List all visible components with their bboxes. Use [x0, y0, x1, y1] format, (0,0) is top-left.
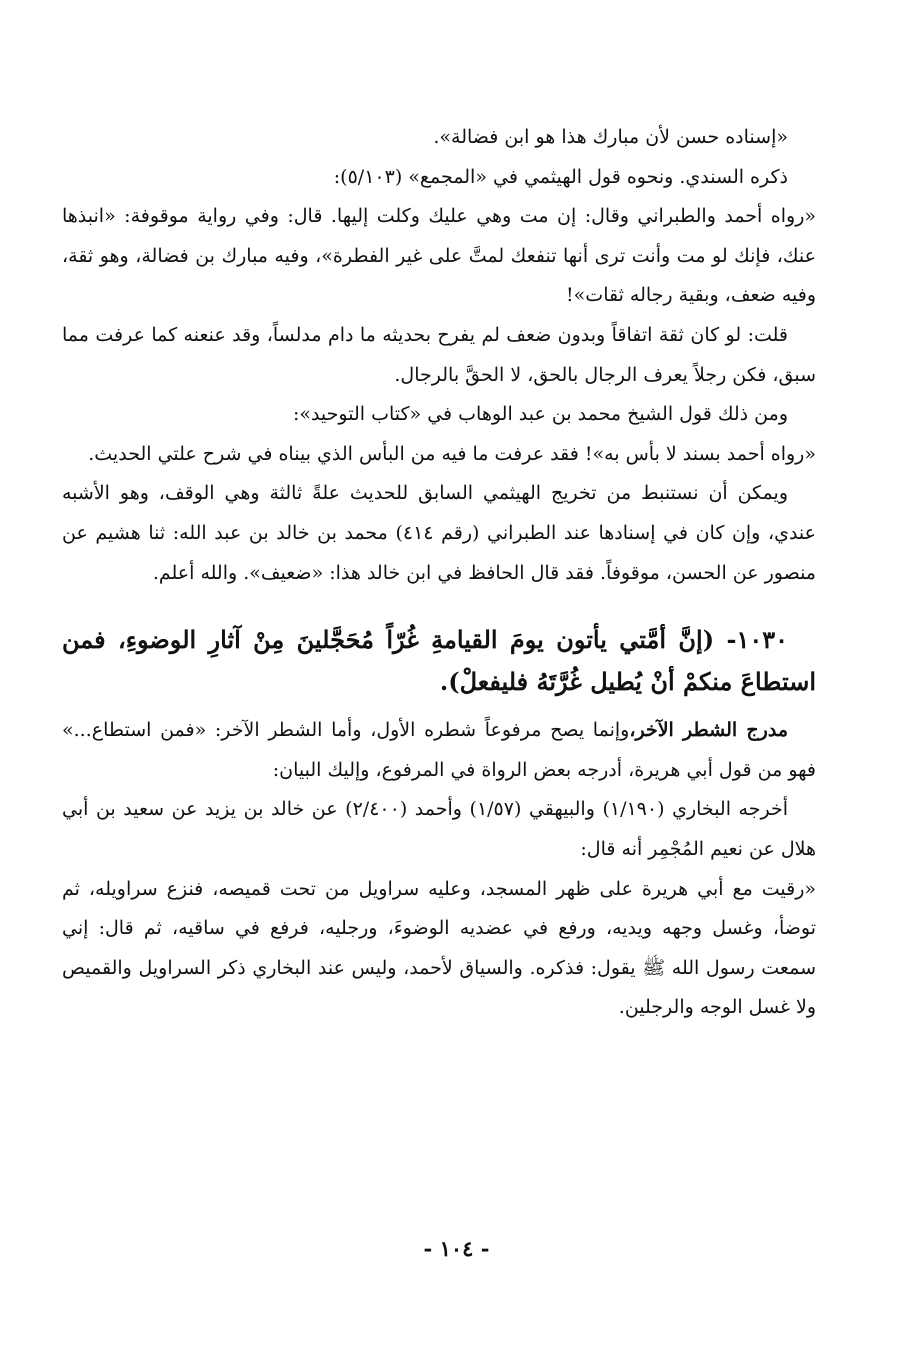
page-number: - ١٠٤ - — [423, 1236, 490, 1261]
paragraph-nuaym-narration: «رقيت مع أبي هريرة على ظهر المسجد، وعليه سراويل من تحت قميصه، فنزع سراويله، ثم توضأ، وغسل وجهه ويديه، ورفع في عضديه الوضوءَ، ورجليه، فرفع في ساقيه، ثم قال: إني سمعت رسول الله ﷺ يقول: فذكره. والسياق لأحمد، وليس عند البخاري ذكر السراويل والقميص ولا غسل الوجه والرجلين. — [62, 877, 816, 1019]
mudraj-verdict: مدرج الشطر الآخر، — [629, 719, 788, 742]
page-body — [62, 118, 816, 1028]
hadith-heading — [62, 619, 816, 703]
paragraph-ahmad-tabarani-quote: «رواه أحمد والطبراني وقال: إن مت وهي عليك وكلت إليها. قال: وفي رواية موقوفة: «انبذها عنك، فإنك لو مت وأنت ترى أنها تنفعك لمتَّ على غير الفطرة»، وفيه مبارك بن فضالة، وهو ثقة، وفيه ضعف، وبقية رجاله ثقات»! — [62, 205, 816, 307]
paragraph-author-comment: قلت: لو كان ثقة اتفاقاً وبدون ضعف لم يفرح بحديثه ما دام مدلساً، وقد عنعنه كما عرفت مما سبق، فكن رجلاً يعرف الرجال بالحق، لا الحقَّ بالرجال. — [62, 323, 816, 386]
paragraph-tawhid-intro: ومن ذلك قول الشيخ محمد بن عبد الوهاب في «كتاب التوحيد»: — [292, 403, 788, 426]
paragraph-tawhid-quote: «رواه أحمد بسند لا بأس به»! فقد عرفت ما فيه من البأس الذي بيناه في شرح علتي الحديث. — [88, 442, 816, 465]
paragraph-isnad-quote: «إسناده حسن لأن مبارك هذا هو ابن فضالة». — [433, 126, 788, 148]
paragraph-mudraj — [62, 711, 816, 790]
paragraph-sindi-haythami: ذكره السندي. ونحوه قول الهيثمي في «المجمع» (٥/١٠٣): — [333, 165, 788, 188]
hadith-number: ١٠٣٠ — [736, 625, 788, 655]
paragraph-takhrij: أخرجه البخاري (١/١٩٠) والبيهقي (١/٥٧) وأحمد (٢/٤٠٠) عن خالد بن يزيد عن سعيد بن أبي هلال عن نعيم المُجْمِر أنه قال: — [62, 798, 816, 860]
mudraj-explanation: وإنما يصح مرفوعاً شطره الأول، وأما الشطر الآخر: «فمن استطاع...» فهو من قول أبي هريرة، أدرجه بعض الرواة في المرفوع، وإليك البيان: — [62, 719, 816, 781]
hadith-text: (إنَّ أمَّتي يأتون يومَ القيامةِ غُرّاً مُحَجَّلينَ مِنْ آثارِ الوضوءِ، فمن استطاعَ منكمْ أنْ يُطيل غُرَّتَهُ فليفعلْ). — [62, 625, 816, 697]
paragraph-third-defect: ويمكن أن نستنبط من تخريج الهيثمي السابق للحديث علةً ثالثة وهي الوقف، وهو الأشبه عندي، وإن كان في إسنادها عند الطبراني (رقم ٤١٤) محمد بن خالد بن عبد الله: ثنا هشيم عن منصور عن الحسن، موقوفاً. فقد قال الحافظ في ابن خالد هذا: «ضعيف». والله أعلم. — [62, 482, 816, 584]
hadith-separator: - — [714, 625, 737, 655]
